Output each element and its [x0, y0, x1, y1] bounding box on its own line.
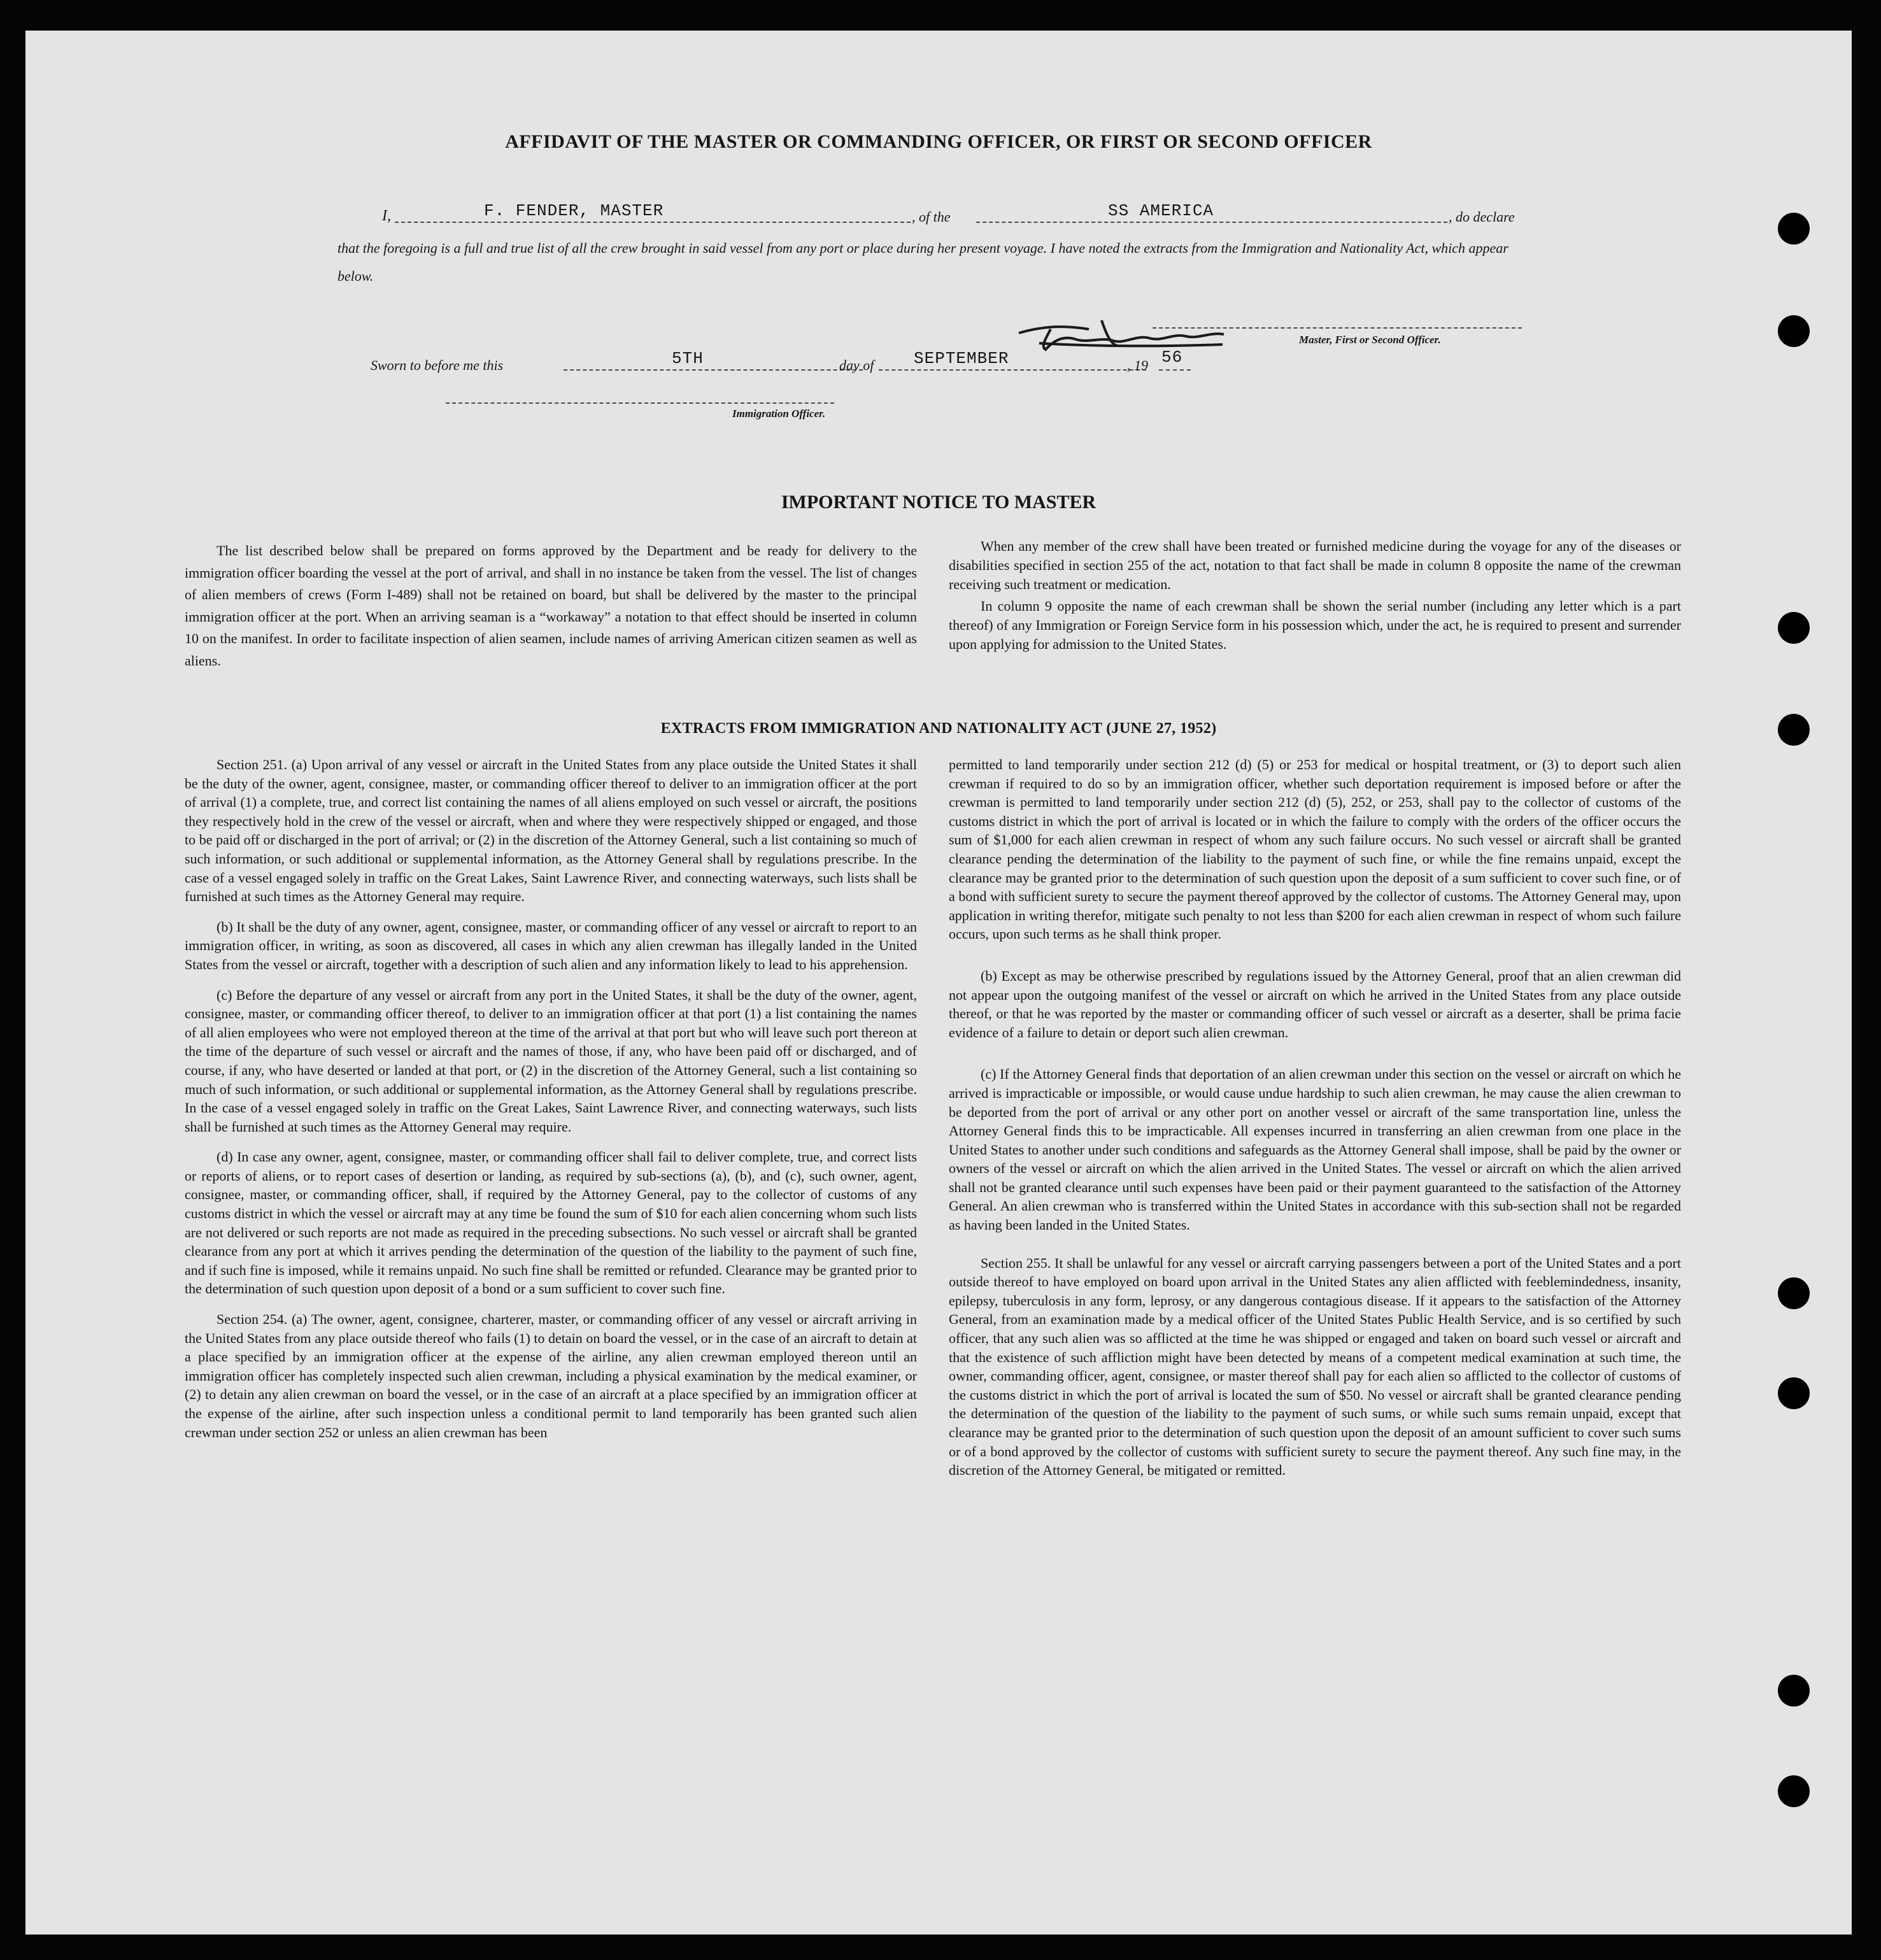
year-suffix-value: 56 [1161, 348, 1183, 367]
master-signature [1006, 301, 1242, 362]
sworn-month-line [879, 369, 1146, 371]
punch-hole [1778, 1377, 1810, 1409]
extracts-left-column [185, 755, 917, 1453]
extracts-title: EXTRACTS FROM IMMIGRATION AND NATIONALITY ACT (JUNE 27, 1952) [660, 720, 1217, 737]
immigration-officer-caption: Immigration Officer. [732, 408, 826, 420]
section-251a-paragraph: Section 251. (a) Upon arrival of any vessel or aircraft in the United States from any place outside the United States it shall be the duty of the owner, agent, consignee, master, or commanding officer thereof to deliver to an immigration officer at the port of arrival (1) a complete, true, and correct list containing the names of all aliens employed on such vessel or aircraft, the positions they respectively hold in the crew of the vessel or aircraft, when and where they were respectively shipped or engaged, and those to be paid off or discharged in the port of arrival; or (2) in the discretion of the Attorney General, such a list containing so much of such information, or such additional or supplemental information, as the Attorney General shall by regulations prescribe. In the case of a vessel engaged solely in traffic on the Great Lakes, Saint Lawrence River, and connecting waterways, such lists shall be furnished at such times as the Attorney General may require. [185, 756, 917, 905]
document-page [25, 31, 1852, 1935]
punch-hole [1778, 1775, 1810, 1807]
notice-title: IMPORTANT NOTICE TO MASTER [781, 492, 1097, 513]
sworn-day-line [564, 369, 863, 371]
affidavit-title: AFFIDAVIT OF THE MASTER OR COMMANDING OFFICER, OR FIRST OR SECOND OFFICER [505, 131, 1372, 152]
notice-right-paragraph-1: When any member of the crew shall have been treated or furnished medicine during the voyage for any of the diseases or disabilities specified in section 255 of the act, notation to that fact shall be made in column 8 opposite the name of the crewman receiving such treatment or medication. [949, 538, 1681, 592]
section-254a-paragraph: Section 254. (a) The owner, agent, consignee, charterer, master, or commanding officer of any vessel or aircraft arriving in the United States from any place outside thereof who fails (1) to detain on board the vessel, or in the case of an aircraft to detain at a place specified by an immigration officer at the expense of the airline, any alien crewman employed thereon until an immigration officer has completely inspected such alien crewman, including a physical examination by the medical examiner, or (2) to detain any alien crewman on board the vessel, or in the case of an aircraft at a place specified by an immigration officer at the expense of the airline, after such inspection unless a conditional permit to land temporarily has been granted such alien crewman under section 252 or unless an alien crewman has been [185, 1311, 917, 1440]
section-251d-paragraph: (d) In case any owner, agent, consignee, master, or commanding officer shall fail to deliver complete, true, and correct lists or reports of aliens, or to report cases of desertion or landing, as required by sub-sections (a), (b), and (c), such owner, agent, consignee, master, or commanding officer, shall, if required by the Attorney General, pay to the collector of customs of any customs district in which the vessel or aircraft may at any time be found the sum of $10 for each alien concerning whom such lists are not delivered or such reports are not made as required in the preceding subsections. No such vessel or aircraft shall be granted clearance from any port at which it arrives pending the determination of the question of the liability to the payment of such fine, and if such fine is imposed, while it remains unpaid. No such fine shall be remitted or refunded. Clearance may be granted prior to the determination of such question upon deposit of a bond or a sum sufficient to cover such fine. [185, 1149, 917, 1297]
sworn-day-value: 5TH [672, 349, 704, 368]
year-line [1159, 369, 1191, 371]
vessel-name-line [976, 222, 1447, 223]
of-the-label: , of the [912, 209, 951, 225]
section-254a-continued-paragraph: permitted to land temporarily under section 212 (d) (5) or 253 for medical or hospital treatment, or (3) to deport such alien crewman if required to do so by an immigration officer, whether such deportation requirement is imposed before or after the crewman is permitted to land temporarily under section 212 (d) (5), 252, or 253, shall pay to the collector of customs of the customs district in which the port of arrival is located or in which the failure to comply with the orders of the officer occurs the sum of $1,000 for each alien crewman in respect of whom any such failure occurs. No such vessel or aircraft shall be granted clearance pending the determination of the liability to the payment of such fine, or while the fine remains unpaid, except the clearance may be granted prior to the determination of such question upon the deposit of a sum sufficient to cover such fine, or of a bond with sufficient surety to secure the payment thereof approved by the collector of customs. The Attorney General may, upon application in writing therefor, mitigate such penalty to not less than $200 for each alien crewman in respect of whom such failure occurs, upon such terms as he shall think proper. [949, 756, 1681, 942]
signature-line [1153, 327, 1522, 329]
master-name-value: F. FENDER, MASTER [484, 201, 664, 220]
extracts-right-column [949, 755, 1681, 1491]
punch-hole [1778, 1277, 1810, 1309]
vessel-name-value: SS AMERICA [1108, 201, 1214, 220]
master-name-line [395, 222, 911, 223]
section-251b-paragraph: (b) It shall be the duty of any owner, agent, consignee, master, or commanding officer of any vessel or aircraft to report to an immigration officer, in writing, as soon as discovered, all cases in which any alien crewman has illegally landed in the United States from the vessel or aircraft, together with a description of such alien and any information likely to lead to his apprehension. [185, 918, 917, 972]
punch-hole [1778, 213, 1810, 245]
punch-hole [1778, 714, 1810, 746]
section-254c-paragraph: (c) If the Attorney General finds that deportation of an alien crewman under this section on the vessel or aircraft on which he arrived is impracticable or impossible, or would cause undue hardship to such alien crewman, he may cause the alien crewman to be deported from the port of arrival or any other port on another vessel or aircraft of the same transportation line, unless the Attorney General finds this to be impracticable. All expenses incurred in transferring an alien crewman from one place in the United States to another under such conditions and safeguards as the Attorney General shall impose, shall be paid by the owner or owners of the vessel or aircraft on which the alien arrived in the United States. The vessel or aircraft on which the alien arrived shall not be granted clearance until such expenses have been paid or their payment guaranteed to the satisfaction of the Attorney General. An alien crewman who is transferred within the United States in accordance with this sub-section shall not be regarded as having been landed in the United States. [949, 1066, 1681, 1233]
notice-left-column [185, 540, 917, 683]
punch-hole [1778, 612, 1810, 644]
section-251c-paragraph: (c) Before the departure of any vessel or aircraft from any port in the United States, it shall be the duty of the owner, agent, consignee, master, or commanding officer thereof, to deliver to an immigration officer at that port (1) a list containing the names of all alien employees who were not employed thereon at the time of the arrival at that port but who will leave such port thereon at the time of the departure of such vessel or aircraft and the names of those, if any, who have been paid off or discharged, and of course, if any, who have deserted or landed at that port, or (2) in the discretion of the Attorney General, such a list containing so much of such information, or such additional or supplemental information, as the Attorney General shall by regulations prescribe. In the case of a vessel engaged solely in traffic on the Great Lakes, Saint Lawrence River, and connecting waterways, such lists shall be furnished at such times as the Attorney General may require. [185, 986, 917, 1135]
sworn-label: Sworn to before me this [371, 357, 504, 373]
section-254b-paragraph: (b) Except as may be otherwise prescribed by regulations issued by the Attorney General, proof that an alien crewman did not appear upon the outgoing manifest of the vessel or aircraft on which he arrived in the United States from any place outside thereof, or that he was reported by the master or commanding officer of such vessel or aircraft as a deserter, shall be prima facie evidence of a failure to detain or deport such alien crewman. [949, 967, 1681, 1040]
immigration-officer-line [446, 402, 834, 404]
i-label: I, [382, 208, 391, 224]
year-prefix-label: , 19 [1127, 357, 1148, 373]
day-of-label: day of [839, 357, 874, 373]
section-255-paragraph: Section 255. It shall be unlawful for any vessel or aircraft carrying passengers between a port of the United States and a port outside thereof to have employed on board upon arrival in the United States any alien afflicted with feeblemindedness, insanity, epilepsy, tuberculosis in any form, leprosy, or any dangerous contagious disease. If it appears to the satisfaction of the Attorney General, from an examination made by a medical officer of the United States Public Health Service, and is so certified by such officer, that any such alien was so afflicted at the time he was shipped or engaged and taken on board such vessel or aircraft and that the existence of such affliction might have been detected by means of a competent medical examination at such time, the owner, commanding officer, agent, consignee, or master thereof shall pay for each alien so afflicted to the collector of customs of the customs district in which the port of arrival is located the sum of $50. No vessel or aircraft shall be granted clearance pending the determination of the question of the liability to the payment of such sums, or while such sums remain unpaid, except that clearance may be granted prior to the determination of such question upon the deposit of an amount sufficient to cover such sums or of a bond approved by the collector of customs with sufficient surety to secure the payment thereof. Any such fine may, in the discretion of the Attorney General, be mitigated or remitted. [949, 1254, 1681, 1479]
declaration-text: that the foregoing is a full and true list of all the crew brought in said vessel from any port or place during her present voyage. I have noted the extracts from the Immigration and Nationality Act, which appear below. [337, 240, 1508, 284]
punch-hole [1778, 315, 1810, 347]
sworn-month-value: SEPTEMBER [914, 349, 1009, 368]
punch-hole [1778, 1675, 1810, 1707]
signature-caption: Master, First or Second Officer. [1299, 334, 1441, 346]
do-declare-label: , do declare [1449, 209, 1515, 225]
notice-right-paragraph-2: In column 9 opposite the name of each crewman shall be shown the serial number (including any letter which is a part thereof) of any Immigration or Foreign Service form in his possession which, under the act, he is required to present and surrender upon applying for admission to the United States. [949, 598, 1681, 652]
notice-right-column [949, 537, 1681, 665]
notice-left-paragraph: The list described below shall be prepared on forms approved by the Department and be ready for delivery to the immigration officer boarding the vessel at the port of arrival, and shall in no instance be taken from the vessel. The list of changes of alien members of crews (Form I-489) shall not be retained on board, but shall be delivered by the master to the principal immigration officer at the port. When an arriving seaman is a “workaway” a notation to that effect should be inserted in column 10 on the manifest. In order to facilitate inspection of alien seamen, include names of arriving American citizen seamen as well as aliens. [185, 543, 917, 669]
